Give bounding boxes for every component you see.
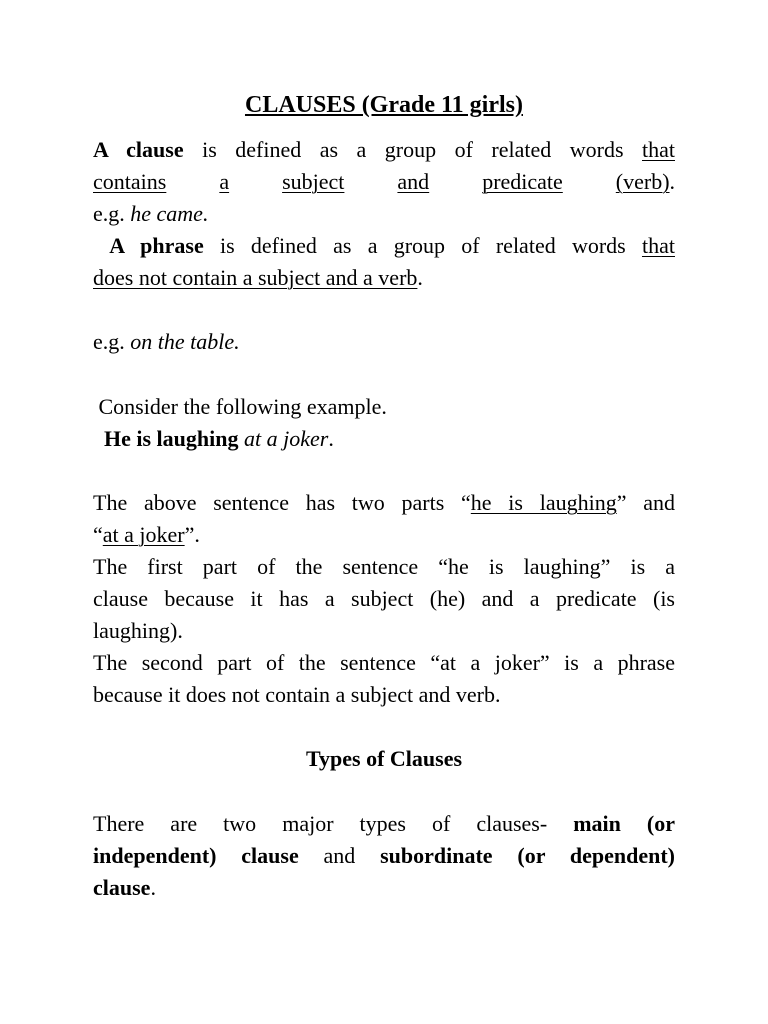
clause-definition-text: is defined as a group of related words [183,137,642,162]
example-sentence [93,423,675,455]
page-title: CLAUSES (Grade 11 girls) [244,92,523,118]
clause-word-3: subject [282,169,345,194]
phrase-example-text: on the table. [130,329,240,354]
clause-example-text: he came. [130,201,209,226]
phrase-definition-text: is defined as a group of related words [203,233,642,258]
phrase-example [93,326,675,358]
explanation-line-5: laughing). [93,618,183,643]
example-bold-part: He is laughing [104,426,239,451]
clause-word-5: predicate [482,169,563,194]
clause-word-6: (verb) [615,169,670,194]
clause-underline-1: that [642,137,675,162]
types-subordinate-clause: subordinate (or dependent) [380,843,675,868]
clause-word-4: and [397,169,430,194]
types-independent-clause: independent) clause [93,843,299,868]
explanation-line-1-suffix: ” and [616,490,675,515]
phrase-underline-2: does not contain a subject and a verb [93,265,418,290]
explanation-underlined-2: at a joker [102,522,185,547]
consider-line [93,391,675,423]
types-line-1-text: There are two major types of clauses- [93,811,574,836]
clause-word-1: contains [93,169,167,194]
example-end: . [328,426,334,451]
explanation-line-3: The first part of the sentence “he is laughing” is a [93,554,675,579]
explanation-underlined-1: he is laughing [470,490,617,515]
clause-definition-line-2 [93,166,675,198]
explanation-line-2 [93,519,675,551]
types-clause-word: clause [93,875,151,900]
types-line-1 [93,808,675,840]
clause-word-2: a [219,169,230,194]
phrase-line-2-end: . [417,265,423,290]
phrase-definition-line-1 [93,230,675,262]
explanation-line-7: because it does not contain a subject and verb. [93,682,501,707]
explanation-line-4: clause because it has a subject (he) and a predicate (is [93,586,675,611]
clause-line-2-end: . [669,169,676,194]
clause-example-prefix: e.g. [93,201,131,226]
explanation-line-6: The second part of the sentence “at a joker” is a phrase [93,650,675,675]
phrase-example-prefix: e.g. [93,329,131,354]
explanation-line-2-close: ”. [184,522,200,547]
clause-definition-line-1 [93,134,675,166]
types-line-2-text: and [298,843,381,868]
types-line-2 [93,840,675,872]
types-main-clause: main (or [573,811,676,836]
explanation-line-1 [93,487,675,519]
explanation-line-2-open: “ [93,522,103,547]
consider-text: Consider the following example. [98,394,387,419]
clause-example [93,198,675,230]
types-line-3-end: . [150,875,156,900]
types-line-3 [93,872,675,904]
clause-term: A clause [93,137,184,162]
phrase-definition-line-2 [93,262,675,294]
explanation-line-1-prefix: The above sentence has two parts “ [93,490,471,515]
phrase-underline-1: that [641,233,675,258]
phrase-term: A phrase [109,233,204,258]
example-italic-part: at a joker [243,426,329,451]
types-heading: Types of Clauses [305,746,463,771]
